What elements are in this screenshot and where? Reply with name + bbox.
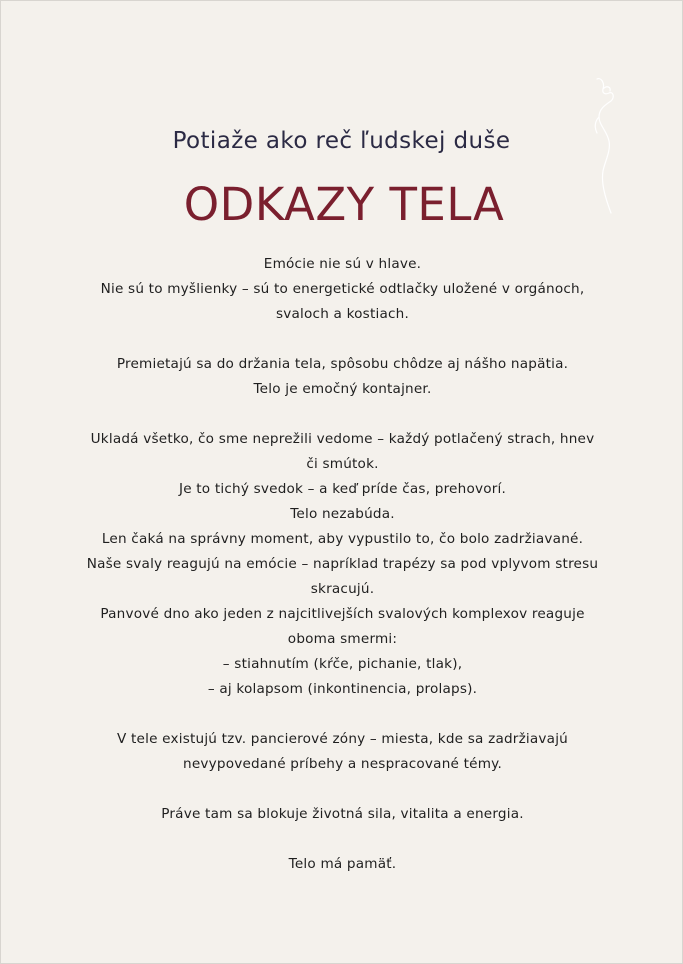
text-line: Je to tichý svedok – a keď príde čas, prehovorí.: [178, 481, 507, 497]
body-text: [61, 252, 624, 877]
text-line: Nie sú to myšlienky – sú to energetické odtlačky uložené v orgánoch,: [100, 281, 585, 297]
text-line: Len čaká na správny moment, aby vypustilo to, čo bolo zadržiavané.: [101, 531, 584, 547]
text-line: – stiahnutím (kŕče, pichanie, tlak),: [222, 656, 463, 672]
paragraph-gap: [61, 327, 624, 352]
document-subtitle: Potiaže ako reč ľudskej duše: [172, 128, 511, 154]
text-line: Telo nezabúda.: [290, 506, 395, 522]
text-line: Práve tam sa blokuje životná sila, vitalita a energia.: [161, 806, 524, 822]
paragraph-gap: [61, 777, 624, 802]
text-line: Telo je emočný kontajner.: [253, 381, 432, 397]
text-line: Emócie nie sú v hlave.: [263, 256, 422, 272]
paragraph-gap: [61, 402, 624, 427]
paragraph-gap: [61, 702, 624, 727]
text-line: skracujú.: [310, 581, 375, 597]
text-line: V tele existujú tzv. pancierové zóny – miesta, kde sa zadržiavajú: [116, 731, 568, 747]
text-line: Premietajú sa do držania tela, spôsobu chôdze aj nášho napätia.: [116, 356, 569, 372]
text-line: Naše svaly reagujú na emócie – napríklad trapézy sa pod vplyvom stresu: [86, 556, 599, 572]
text-line: Telo má pamäť.: [288, 856, 397, 872]
text-line: či smútok.: [306, 456, 379, 472]
paragraph-gap: [61, 827, 624, 852]
text-line: nevypovedané príbehy a nespracované témy.: [183, 756, 502, 772]
text-line: Panvové dno ako jeden z najcitlivejších svalových komplexov reaguje: [100, 606, 585, 622]
text-line: Ukladá všetko, čo sme neprežili vedome – každý potlačený strach, hnev: [90, 431, 595, 447]
text-line: – aj kolapsom (inkontinencia, prolaps).: [207, 681, 478, 697]
text-line: svaloch a kostiach.: [275, 306, 410, 322]
document-title: ODKAZY TELA: [183, 178, 505, 231]
text-line: oboma smermi:: [287, 631, 398, 647]
